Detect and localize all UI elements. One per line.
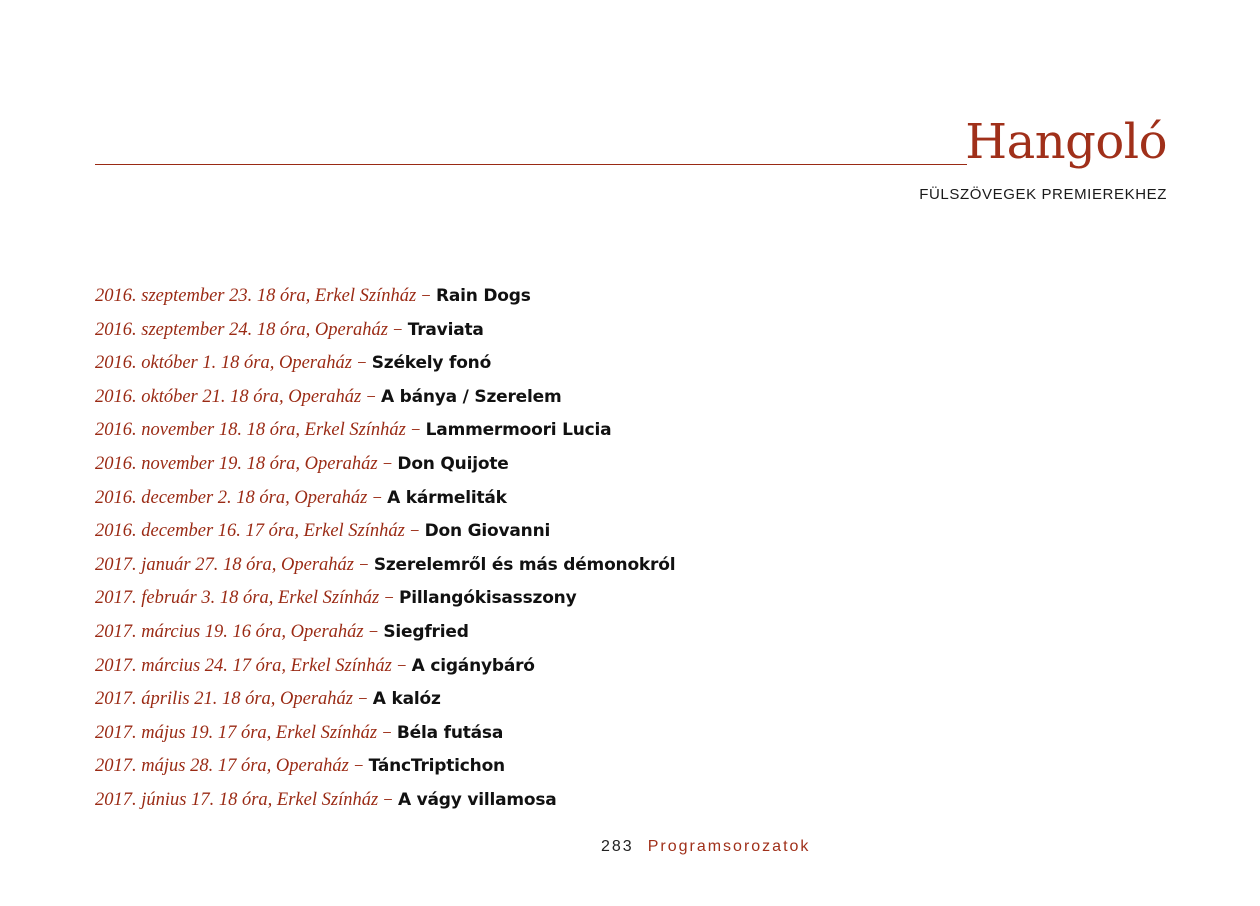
- event-separator: –: [373, 487, 382, 504]
- event-title: TáncTriptichon: [368, 756, 505, 777]
- event-item: [95, 685, 675, 719]
- event-separator: –: [357, 353, 366, 370]
- event-date-venue: 2017. április 21. 18 óra, Operaház: [95, 689, 353, 710]
- event-separator: –: [367, 386, 375, 403]
- event-separator: –: [393, 319, 402, 336]
- event-item: [95, 484, 675, 518]
- event-title: A kármeliták: [387, 487, 507, 508]
- event-date-venue: 2016. szeptember 23. 18 óra, Erkel Színház: [95, 286, 417, 306]
- event-item: [95, 618, 675, 652]
- event-item: [95, 551, 675, 585]
- event-date-venue: 2016. december 16. 17 óra, Erkel Színház: [95, 521, 405, 542]
- event-date-venue: 2016. október 1. 18 óra, Operaház: [95, 353, 352, 374]
- event-title: Pillangókisasszony: [398, 588, 577, 609]
- event-item: [95, 450, 675, 484]
- event-separator: –: [383, 453, 392, 470]
- event-separator: –: [359, 689, 367, 706]
- event-separator: –: [369, 621, 378, 638]
- page-number: 283: [601, 838, 634, 855]
- event-separator: –: [354, 756, 363, 773]
- event-date-venue: 2016. november 18. 18 óra, Erkel Színház: [95, 420, 406, 441]
- event-item: [95, 752, 675, 786]
- event-title: Don Giovanni: [424, 521, 551, 542]
- event-separator: –: [410, 521, 419, 538]
- event-separator: –: [422, 286, 430, 302]
- event-title: Béla futása: [396, 722, 504, 743]
- event-date-venue: 2016. november 19. 18 óra, Operaház: [95, 453, 378, 474]
- event-item: [95, 517, 675, 551]
- event-date-venue: 2017. május 19. 17 óra, Erkel Színház: [95, 722, 378, 743]
- event-date-venue: 2017. március 19. 16 óra, Operaház: [95, 621, 364, 642]
- event-list: [95, 282, 675, 820]
- event-separator: –: [384, 789, 392, 806]
- event-item: [95, 786, 675, 820]
- event-title: Lammermoori Lucia: [425, 420, 612, 441]
- event-item: [95, 383, 675, 417]
- event-date-venue: 2016. október 21. 18 óra, Operaház: [95, 386, 362, 407]
- event-date-venue: 2016. szeptember 24. 18 óra, Operaház: [95, 319, 388, 340]
- event-title: Rain Dogs: [435, 286, 531, 306]
- event-date-venue: 2017. február 3. 18 óra, Erkel Színház: [95, 588, 380, 609]
- event-separator: –: [385, 588, 393, 605]
- event-separator: –: [397, 655, 406, 672]
- page-subtitle: FÜLSZÖVEGEK PREMIEREKHEZ: [919, 186, 1167, 203]
- event-item: [95, 349, 675, 383]
- event-date-venue: 2017. március 24. 17 óra, Erkel Színház: [95, 655, 392, 676]
- event-title: Szerelemről és más démonokról: [373, 554, 676, 575]
- section-name: Programsorozatok: [647, 838, 811, 855]
- event-item: [95, 584, 675, 618]
- event-item: [95, 719, 675, 753]
- event-title: Siegfried: [383, 621, 469, 642]
- event-date-venue: 2017. május 28. 17 óra, Operaház: [95, 756, 349, 777]
- event-item: [95, 316, 675, 350]
- event-item: [95, 416, 675, 450]
- page-title: Hangoló: [965, 114, 1167, 170]
- event-date-venue: 2017. június 17. 18 óra, Erkel Színház: [95, 789, 379, 810]
- event-title: A vágy villamosa: [397, 789, 557, 810]
- event-date-venue: 2016. december 2. 18 óra, Operaház: [95, 487, 368, 508]
- event-title: Traviata: [407, 319, 484, 340]
- event-title: A kalóz: [372, 689, 441, 710]
- page-footer: [601, 838, 810, 856]
- event-title: Don Quijote: [397, 453, 509, 474]
- event-separator: –: [360, 554, 368, 571]
- event-title: A cigánybáró: [411, 655, 535, 676]
- event-item: [95, 652, 675, 686]
- event-date-venue: 2017. január 27. 18 óra, Operaház: [95, 554, 355, 575]
- event-item: [95, 282, 675, 316]
- event-separator: –: [411, 420, 420, 437]
- event-separator: –: [383, 722, 391, 739]
- header-divider: [95, 164, 967, 165]
- event-title: Székely fonó: [371, 353, 492, 374]
- event-title: A bánya / Szerelem: [380, 386, 562, 407]
